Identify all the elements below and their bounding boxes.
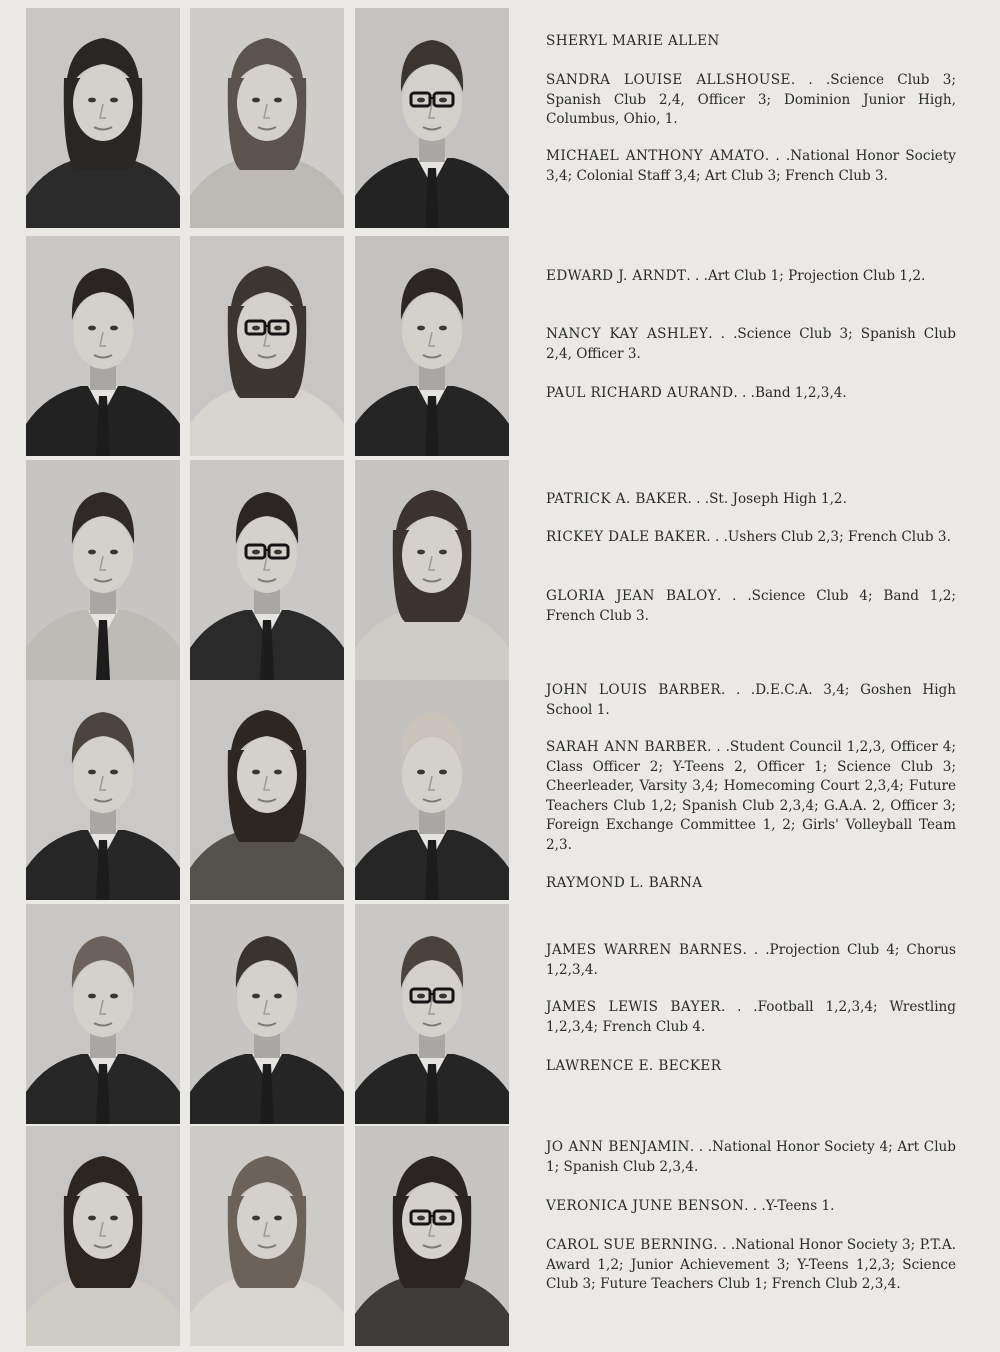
portrait xyxy=(190,1126,344,1346)
portrait xyxy=(355,8,509,228)
portrait xyxy=(26,236,180,456)
student-activities: . . .National Honor Society 3; P.T.A. Award 1,2; Junior Achievement 3; Y-Teens 1,2,3; Science Club 3; Future Teachers Club 1; French Club 2,3,4. xyxy=(546,1237,956,1292)
student-activities: . . .National Honor Society 4; Art Club 1; Spanish Club 2,3,4. xyxy=(546,1139,956,1175)
student-activities: . . .Science Club 4; Band 1,2; French Club 3. xyxy=(546,588,956,624)
student-name: PATRICK A. BAKER xyxy=(546,491,688,507)
student-name: MICHAEL ANTHONY AMATO xyxy=(546,148,765,164)
portrait xyxy=(355,236,509,456)
portrait xyxy=(355,460,509,680)
student-activities: . . .Science Club 3; Spanish Club 2,4, Officer 3. xyxy=(546,326,956,362)
student-activities: . . .Projection Club 4; Chorus 1,2,3,4. xyxy=(546,942,956,978)
senior-entry xyxy=(546,1057,956,1077)
senior-entry xyxy=(546,1236,956,1295)
student-name: SHERYL MARIE ALLEN xyxy=(546,33,720,49)
portrait xyxy=(355,1126,509,1346)
student-name: NANCY KAY ASHLEY xyxy=(546,326,709,342)
student-name: SARAH ANN BARBER xyxy=(546,739,708,755)
senior-entry xyxy=(546,941,956,980)
portrait xyxy=(355,904,509,1124)
student-activities: . . .Band 1,2,3,4. xyxy=(733,385,847,401)
portrait xyxy=(26,8,180,228)
student-activities: . . .D.E.C.A. 3,4; Goshen High School 1. xyxy=(546,682,956,718)
student-name: SANDRA LOUISE ALLSHOUSE xyxy=(546,72,791,88)
portrait xyxy=(355,680,509,900)
senior-entry xyxy=(546,32,956,52)
student-name: PAUL RICHARD AURAND xyxy=(546,385,734,401)
portrait xyxy=(190,904,344,1124)
senior-entry xyxy=(546,738,956,855)
senior-entry xyxy=(546,587,956,626)
student-name: CAROL SUE BERNING xyxy=(546,1237,714,1253)
portrait xyxy=(26,460,180,680)
student-name: JAMES WARREN BARNES xyxy=(546,942,743,958)
portrait xyxy=(26,680,180,900)
senior-entry xyxy=(546,384,956,404)
student-name: GLORIA JEAN BALOY xyxy=(546,588,717,604)
student-activities: . . .Y-Teens 1. xyxy=(744,1198,835,1214)
portrait xyxy=(190,460,344,680)
senior-entry xyxy=(546,267,956,287)
student-activities: . . .Science Club 3; Spanish Club 2,4, Officer 3; Dominion Junior High, Columbus, Ohio, 1. xyxy=(546,72,956,127)
student-activities: . . .National Honor Society 3,4; Colonial Staff 3,4; Art Club 3; French Club 3. xyxy=(546,148,956,184)
senior-entry xyxy=(546,71,956,130)
student-activities: . . .Student Council 1,2,3, Officer 4; Class Officer 2; Y-Teens 2, Officer 1; Science Club 3; Cheerleader, Varsity 3,4; Homecoming Court 2,3,4; Future Teachers Club 1,2; Spanish Club 2,3,4; G.A.A. 2, Officer 3; Foreign Exchange Committee 1, 2; Girls' Volleyball Team 2,3. xyxy=(546,739,957,853)
student-name: LAWRENCE E. BECKER xyxy=(546,1058,722,1074)
student-name: EDWARD J. ARNDT xyxy=(546,268,687,284)
student-activities: . . .Ushers Club 2,3; French Club 3. xyxy=(706,529,951,545)
senior-entry xyxy=(546,147,956,186)
student-name: RAYMOND L. BARNA xyxy=(546,875,703,891)
portrait xyxy=(26,904,180,1124)
senior-entry xyxy=(546,998,956,1037)
senior-entry xyxy=(546,528,956,548)
student-name: JO ANN BENJAMIN xyxy=(546,1139,690,1155)
senior-entry xyxy=(546,490,956,510)
student-name: VERONICA JUNE BENSON xyxy=(546,1198,745,1214)
student-activities: . . .Art Club 1; Projection Club 1,2. xyxy=(686,268,926,284)
senior-entry xyxy=(546,874,956,894)
student-activities: . . .Football 1,2,3,4; Wrestling 1,2,3,4; French Club 4. xyxy=(546,999,956,1035)
student-name: JOHN LOUIS BARBER xyxy=(546,682,721,698)
student-name: RICKEY DALE BAKER xyxy=(546,529,707,545)
portrait xyxy=(190,8,344,228)
senior-entry xyxy=(546,1138,956,1177)
senior-entry xyxy=(546,325,956,364)
senior-entry xyxy=(546,681,956,720)
student-activities: . . .St. Joseph High 1,2. xyxy=(687,491,847,507)
portrait xyxy=(190,680,344,900)
portrait xyxy=(190,236,344,456)
portrait xyxy=(26,1126,180,1346)
senior-entry xyxy=(546,1197,956,1217)
student-name: JAMES LEWIS BAYER xyxy=(546,999,721,1015)
